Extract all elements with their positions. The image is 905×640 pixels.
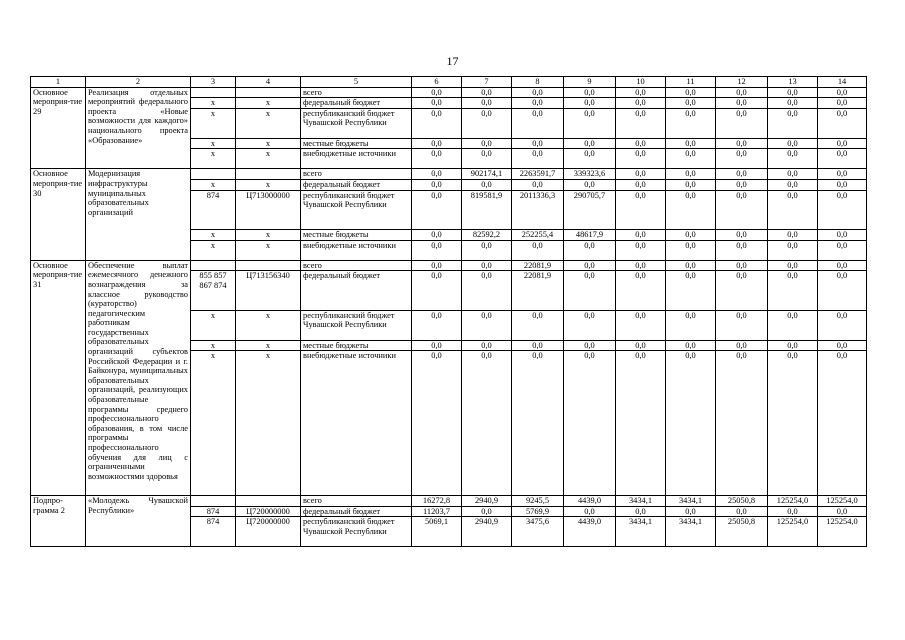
value-cell: 0,0 [666, 149, 716, 169]
value-cell: 0,0 [818, 229, 867, 240]
table-body [31, 87, 867, 546]
column-header: 5 [301, 77, 412, 88]
value-cell: 0,0 [512, 310, 564, 340]
table-row [31, 87, 867, 98]
admin-code-cell: х [191, 149, 236, 169]
value-cell: 0,0 [818, 149, 867, 169]
value-cell: 0,0 [818, 169, 867, 180]
value-cell: 2940,9 [462, 517, 512, 547]
value-cell: 0,0 [512, 98, 564, 109]
value-cell: 22081,9 [512, 271, 564, 310]
value-cell: 0,0 [462, 149, 512, 169]
budget-code-cell: Ц720000000 [236, 506, 301, 517]
budget-code-cell: х [236, 240, 301, 260]
funding-source-cell: всего [301, 87, 412, 98]
budget-code-cell: Ц713000000 [236, 190, 301, 229]
value-cell: 0,0 [462, 340, 512, 351]
column-header: 10 [616, 77, 666, 88]
value-cell: 0,0 [616, 149, 666, 169]
funding-source-cell: внебюджетные источники [301, 149, 412, 169]
budget-code-cell [236, 87, 301, 98]
column-header: 7 [462, 77, 512, 88]
value-cell: 0,0 [716, 271, 768, 310]
budget-code-cell: х [236, 340, 301, 351]
value-cell: 0,0 [512, 340, 564, 351]
value-cell: 0,0 [818, 506, 867, 517]
column-header: 2 [86, 77, 191, 88]
value-cell: 0,0 [768, 190, 818, 229]
value-cell: 0,0 [716, 351, 768, 496]
column-header: 1 [31, 77, 86, 88]
value-cell: 0,0 [564, 271, 616, 310]
value-cell: 0,0 [616, 310, 666, 340]
value-cell: 0,0 [462, 351, 512, 496]
value-cell: 3434,1 [616, 496, 666, 507]
value-cell: 0,0 [462, 240, 512, 260]
admin-code-cell: 855 857 867 874 [191, 271, 236, 310]
value-cell: 125254,0 [818, 496, 867, 507]
value-cell: 0,0 [616, 138, 666, 149]
value-cell: 0,0 [716, 169, 768, 180]
value-cell: 0,0 [768, 506, 818, 517]
value-cell: 0,0 [768, 240, 818, 260]
item-name: Реализация отдельных мероприятий федерального проекта «Новые возможности для каждого» национального проекта «Образование» [86, 87, 191, 169]
value-cell: 0,0 [716, 149, 768, 169]
value-cell: 0,0 [564, 98, 616, 109]
funding-source-cell: всего [301, 260, 412, 271]
funding-source-cell: федеральный бюджет [301, 179, 412, 190]
value-cell: 16272,8 [412, 496, 462, 507]
value-cell: 0,0 [666, 108, 716, 138]
page-number: 17 [446, 54, 459, 68]
value-cell: 0,0 [818, 260, 867, 271]
budget-code-cell [236, 260, 301, 271]
value-cell: 3434,1 [666, 517, 716, 547]
item-name: «Молодежь Чувашской Республики» [86, 496, 191, 547]
budget-code-cell: х [236, 351, 301, 496]
value-cell: 0,0 [818, 98, 867, 109]
value-cell: 3434,1 [616, 517, 666, 547]
value-cell: 0,0 [666, 271, 716, 310]
value-cell: 0,0 [768, 340, 818, 351]
funding-source-cell: республиканский бюджет Чувашской Республики [301, 517, 412, 547]
value-cell: 3434,1 [666, 496, 716, 507]
value-cell: 0,0 [412, 87, 462, 98]
value-cell: 0,0 [412, 310, 462, 340]
value-cell: 0,0 [716, 190, 768, 229]
funding-source-cell: федеральный бюджет [301, 506, 412, 517]
value-cell: 0,0 [512, 87, 564, 98]
value-cell: 252255,4 [512, 229, 564, 240]
value-cell: 0,0 [564, 351, 616, 496]
admin-code-cell: х [191, 340, 236, 351]
value-cell: 2940,9 [462, 496, 512, 507]
value-cell: 0,0 [666, 351, 716, 496]
value-cell: 0,0 [716, 260, 768, 271]
value-cell: 3475,6 [512, 517, 564, 547]
funding-source-cell: внебюджетные источники [301, 351, 412, 496]
value-cell: 0,0 [564, 108, 616, 138]
value-cell: 0,0 [666, 229, 716, 240]
funding-source-cell: внебюджетные источники [301, 240, 412, 260]
value-cell: 339323,6 [564, 169, 616, 180]
value-cell: 0,0 [412, 149, 462, 169]
value-cell: 0,0 [716, 340, 768, 351]
value-cell: 0,0 [616, 260, 666, 271]
value-cell: 0,0 [512, 179, 564, 190]
table-row [31, 260, 867, 271]
value-cell: 0,0 [716, 310, 768, 340]
value-cell: 0,0 [716, 87, 768, 98]
value-cell: 0,0 [412, 260, 462, 271]
admin-code-cell: х [191, 240, 236, 260]
value-cell: 0,0 [666, 87, 716, 98]
value-cell: 25050,8 [716, 496, 768, 507]
budget-code-cell [236, 169, 301, 180]
value-cell: 0,0 [818, 108, 867, 138]
column-header: 14 [818, 77, 867, 88]
value-cell: 0,0 [512, 108, 564, 138]
value-cell: 0,0 [412, 179, 462, 190]
value-cell: 0,0 [616, 229, 666, 240]
value-cell: 125254,0 [768, 496, 818, 507]
budget-code-cell: Ц713156340 [236, 271, 301, 310]
header-row [31, 77, 867, 88]
budget-code-cell: х [236, 229, 301, 240]
item-name: Модернизация инфраструктуры муниципальных образовательных организаций [86, 169, 191, 260]
admin-code-cell [191, 496, 236, 507]
value-cell: 48617,9 [564, 229, 616, 240]
value-cell: 22081,9 [512, 260, 564, 271]
admin-code-cell: х [191, 351, 236, 496]
value-cell: 0,0 [616, 340, 666, 351]
value-cell: 0,0 [818, 190, 867, 229]
value-cell: 0,0 [564, 310, 616, 340]
funding-source-cell: местные бюджеты [301, 229, 412, 240]
column-header: 11 [666, 77, 716, 88]
column-header: 6 [412, 77, 462, 88]
value-cell: 0,0 [564, 260, 616, 271]
funding-source-cell: местные бюджеты [301, 340, 412, 351]
value-cell: 0,0 [666, 190, 716, 229]
value-cell: 0,0 [818, 271, 867, 310]
value-cell: 0,0 [666, 179, 716, 190]
column-header: 3 [191, 77, 236, 88]
admin-code-cell: 874 [191, 517, 236, 547]
budget-code-cell: х [236, 138, 301, 149]
table-row [31, 496, 867, 507]
value-cell: 0,0 [412, 351, 462, 496]
value-cell: 0,0 [666, 310, 716, 340]
value-cell: 0,0 [768, 87, 818, 98]
value-cell: 0,0 [616, 108, 666, 138]
admin-code-cell [191, 169, 236, 180]
value-cell: 0,0 [564, 179, 616, 190]
value-cell: 9245,5 [512, 496, 564, 507]
admin-code-cell: х [191, 98, 236, 109]
value-cell: 0,0 [462, 108, 512, 138]
column-header: 8 [512, 77, 564, 88]
value-cell: 290705,7 [564, 190, 616, 229]
budget-code-cell: х [236, 108, 301, 138]
item-title: Основное мероприя-тие 31 [31, 260, 86, 495]
value-cell: 902174,1 [462, 169, 512, 180]
value-cell: 0,0 [768, 138, 818, 149]
value-cell: 0,0 [716, 240, 768, 260]
value-cell: 0,0 [818, 340, 867, 351]
funding-source-cell: республиканский бюджет Чувашской Республики [301, 108, 412, 138]
value-cell: 0,0 [716, 98, 768, 109]
value-cell: 125254,0 [818, 517, 867, 547]
value-cell: 0,0 [564, 149, 616, 169]
value-cell: 0,0 [412, 229, 462, 240]
value-cell: 0,0 [616, 351, 666, 496]
value-cell: 0,0 [412, 190, 462, 229]
value-cell: 0,0 [768, 169, 818, 180]
value-cell: 5769,9 [512, 506, 564, 517]
value-cell: 0,0 [716, 108, 768, 138]
item-title: Основное мероприя-тие 29 [31, 87, 86, 169]
value-cell: 4439,0 [564, 496, 616, 507]
value-cell: 0,0 [768, 229, 818, 240]
admin-code-cell [191, 260, 236, 271]
value-cell: 2011336,3 [512, 190, 564, 229]
value-cell: 0,0 [768, 351, 818, 496]
value-cell: 0,0 [716, 506, 768, 517]
value-cell: 82592,2 [462, 229, 512, 240]
value-cell: 0,0 [818, 87, 867, 98]
column-header: 4 [236, 77, 301, 88]
value-cell: 0,0 [616, 271, 666, 310]
admin-code-cell: х [191, 108, 236, 138]
value-cell: 0,0 [564, 340, 616, 351]
value-cell: 0,0 [462, 271, 512, 310]
value-cell: 0,0 [716, 138, 768, 149]
value-cell: 0,0 [768, 271, 818, 310]
value-cell: 0,0 [768, 179, 818, 190]
budget-code-cell: Ц720000000 [236, 517, 301, 547]
value-cell: 0,0 [616, 98, 666, 109]
value-cell: 0,0 [616, 179, 666, 190]
value-cell: 0,0 [768, 98, 818, 109]
value-cell: 0,0 [512, 138, 564, 149]
value-cell: 0,0 [716, 229, 768, 240]
value-cell: 0,0 [462, 310, 512, 340]
budget-code-cell: х [236, 98, 301, 109]
value-cell: 0,0 [666, 260, 716, 271]
funding-source-cell: федеральный бюджет [301, 271, 412, 310]
value-cell: 0,0 [616, 169, 666, 180]
budget-code-cell: х [236, 149, 301, 169]
value-cell: 0,0 [818, 351, 867, 496]
value-cell: 0,0 [462, 87, 512, 98]
value-cell: 0,0 [716, 179, 768, 190]
value-cell: 0,0 [412, 340, 462, 351]
value-cell: 0,0 [768, 310, 818, 340]
value-cell: 0,0 [412, 271, 462, 310]
value-cell: 0,0 [818, 138, 867, 149]
value-cell: 0,0 [512, 351, 564, 496]
value-cell: 0,0 [512, 240, 564, 260]
value-cell: 0,0 [512, 149, 564, 169]
value-cell: 0,0 [564, 506, 616, 517]
budget-code-cell [236, 496, 301, 507]
value-cell: 0,0 [818, 179, 867, 190]
column-header: 12 [716, 77, 768, 88]
value-cell: 0,0 [412, 138, 462, 149]
table-row [31, 169, 867, 180]
value-cell: 0,0 [666, 169, 716, 180]
value-cell: 0,0 [462, 179, 512, 190]
value-cell: 0,0 [462, 260, 512, 271]
value-cell: 0,0 [462, 138, 512, 149]
value-cell: 0,0 [666, 340, 716, 351]
admin-code-cell: х [191, 310, 236, 340]
value-cell: 0,0 [462, 98, 512, 109]
item-name: Обеспечение выплат ежемесячного денежного вознаграждения за классное руководство (кураторство) педагогическим работникам государственных образовательных организаций субъектов Российской Федерации и г. Байконура, муниципальных образовательных организаций, реализующих образовательные программы среднего профессионального образования, в том числе программы профессионального обучения для лиц с ограниченными возможностями здоровья [86, 260, 191, 495]
value-cell: 0,0 [768, 108, 818, 138]
funding-source-cell: местные бюджеты [301, 138, 412, 149]
funding-source-cell: республиканский бюджет Чувашской Республики [301, 190, 412, 229]
budget-code-cell: х [236, 310, 301, 340]
admin-code-cell: х [191, 138, 236, 149]
value-cell: 0,0 [412, 169, 462, 180]
value-cell: 0,0 [564, 138, 616, 149]
funding-source-cell: всего [301, 496, 412, 507]
value-cell: 5069,1 [412, 517, 462, 547]
value-cell: 125254,0 [768, 517, 818, 547]
value-cell: 0,0 [666, 98, 716, 109]
value-cell: 0,0 [616, 190, 666, 229]
item-title: Основное мероприя-тие 30 [31, 169, 86, 260]
admin-code-cell [191, 87, 236, 98]
value-cell: 0,0 [616, 240, 666, 260]
value-cell: 0,0 [818, 240, 867, 260]
value-cell: 0,0 [412, 240, 462, 260]
value-cell: 0,0 [768, 260, 818, 271]
column-header: 13 [768, 77, 818, 88]
budget-table [30, 76, 867, 547]
value-cell: 0,0 [666, 240, 716, 260]
column-header: 9 [564, 77, 616, 88]
value-cell: 0,0 [564, 87, 616, 98]
value-cell: 2263591,7 [512, 169, 564, 180]
value-cell: 25050,8 [716, 517, 768, 547]
admin-code-cell: х [191, 229, 236, 240]
value-cell: 0,0 [412, 98, 462, 109]
admin-code-cell: 874 [191, 506, 236, 517]
value-cell: 0,0 [818, 310, 867, 340]
value-cell: 0,0 [412, 108, 462, 138]
value-cell: 11203,7 [412, 506, 462, 517]
value-cell: 0,0 [564, 240, 616, 260]
value-cell: 0,0 [768, 149, 818, 169]
item-title: Подпро-грамма 2 [31, 496, 86, 547]
value-cell: 0,0 [666, 506, 716, 517]
funding-source-cell: федеральный бюджет [301, 98, 412, 109]
value-cell: 0,0 [666, 138, 716, 149]
value-cell: 0,0 [616, 87, 666, 98]
budget-code-cell: х [236, 179, 301, 190]
value-cell: 4439,0 [564, 517, 616, 547]
admin-code-cell: 874 [191, 190, 236, 229]
value-cell: 0,0 [616, 506, 666, 517]
value-cell: 0,0 [462, 506, 512, 517]
admin-code-cell: х [191, 179, 236, 190]
value-cell: 819581,9 [462, 190, 512, 229]
funding-source-cell: всего [301, 169, 412, 180]
funding-source-cell: республиканский бюджет Чувашской Республики [301, 310, 412, 340]
